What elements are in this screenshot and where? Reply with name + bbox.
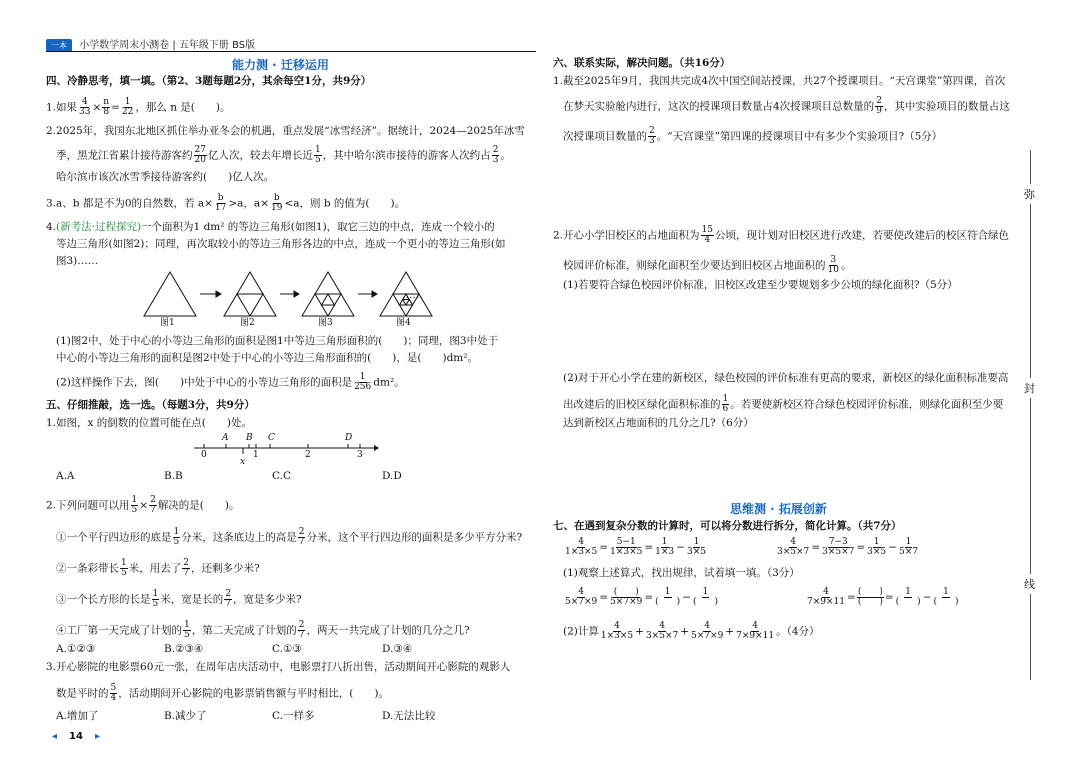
q7-option-d[interactable]: D.无法比较 — [382, 710, 436, 722]
question-4-4-part1-line1: (1)图2中，处于中心的小等边三角形的面积是图1中等边三角形面积的( )；同理，图3中处于 — [56, 335, 499, 347]
q7-option-a[interactable]: A.增加了 — [56, 710, 99, 722]
figure-2-label: 图2 — [240, 318, 255, 328]
binding-line — [1030, 150, 1031, 680]
q1-post: ，那么 n 是( )。 — [135, 101, 231, 114]
point-a-label: A — [222, 433, 229, 443]
q5-option-d[interactable]: D.D — [382, 470, 402, 482]
side-char-2: 封 — [1024, 378, 1035, 398]
question-4-3: 3.a、b 都是不为0的自然数，若 a× $\frac{b}{17}$ >a，a× $\frac{b}{19}$ <a，则 b 的值为( )。 — [46, 193, 406, 213]
question-4-2-line3: 哈尔滨市该次冰雪季接待游客约( )亿人次。 — [56, 171, 275, 183]
question-4-2-line2: 季，黑龙江省累计接待游客约 $\frac{27}{20}$ 亿人次，较去年增长近 $\frac{1}{5}$ ，其中哈尔滨市接待的游客人次约占 $\frac{2}{3}$ 。 — [56, 145, 511, 165]
r1-line3: 次授课项目数量的 $\frac{2}{3}$ 。“天宫课堂”第四课的授课项目中有多少个实验项目?（5分） — [563, 126, 943, 146]
point-b-label: B — [246, 433, 253, 443]
q6-statement-3: ③一个长方形的长是 $\frac{1}{5}$ 米，宽是长的 $\frac{2}{7}$ ，宽是多少米? — [56, 589, 302, 609]
tick-3: 3 — [357, 450, 363, 460]
point-c-label: C — [268, 433, 275, 443]
q6-option-b[interactable]: B.②③④ — [164, 643, 204, 655]
arrow-3 — [358, 291, 377, 297]
q1-frac-1: $\frac{4}{33}$ — [79, 97, 91, 117]
r2-part2-line2: 出改建后的旧校区绿化面积标准的 $\frac{1}{6}$ 。若要使新校区符合绿色校园评价标准，则绿化面积至少要 — [563, 394, 1004, 414]
q1-frac-2: $\frac{n}{8}$ — [103, 97, 110, 117]
question-4-4-line3: 图3)…… — [56, 255, 99, 267]
q6-statement-2: ②一条彩带长 $\frac{1}{5}$ 米，用去了 $\frac{2}{7}$ ，还剩多少米? — [56, 558, 260, 578]
figure-2 — [224, 272, 276, 316]
r2-part2-line3: 达到新校区占地面积的几分之几?（6分） — [563, 417, 754, 429]
example-2: $\frac{4}{3\times 5\times 7}$ = $\frac{7-3}{3\times 5\times 7}$ = $\frac{1}{3\times 5}$ − $\frac{1}{5\times 7}$ — [777, 537, 918, 557]
figure-4-label: 图4 — [396, 318, 411, 328]
brand-logo: 一本 — [46, 39, 72, 52]
figure-3 — [302, 272, 354, 316]
section-4-title: 四、冷静思考，填一填。（第2、3题每题2分，其余每空1分，共9分） — [46, 75, 372, 87]
arrow-2 — [280, 291, 299, 297]
prev-page-icon: ◂ — [52, 731, 58, 742]
q7-option-b[interactable]: B.减少了 — [164, 710, 207, 722]
side-char-3: 线 — [1024, 574, 1035, 594]
tick-1: 1 — [253, 450, 259, 460]
s7-part2: (2)计算 $\frac{4}{1\times 3\times 5}$ + $\frac{4}{3\times 5\times 7}$ + $\frac{4}{5\times 7\times 9}$ + $\frac{4}{7\times 9\times 11}$ 。（4分） — [563, 621, 820, 641]
q6-option-c[interactable]: C.①③ — [272, 643, 302, 655]
q1-pre: 1.如果 — [46, 101, 78, 114]
q1-frac-3: $\frac{1}{22}$ — [121, 97, 134, 117]
s7-part1: (1)观察上述算式，找出规律，试着填一填。（3分） — [563, 567, 800, 579]
question-4-4-line2: 等边三角形(如图2)；同理，再次取较小的等边三角形各边的中点，连成一个更小的等边三角形(如 — [56, 238, 506, 250]
question-5-1: 1.如图，x 的倒数的位置可能在点( )处。 — [46, 417, 252, 429]
q5-option-c[interactable]: C.C — [272, 470, 292, 482]
r2-line1: 2.开心小学旧校区的占地面积为 $\frac{15}{4}$ 公顷，现计划对旧校区进行改建，若要使改建后的校区符合绿色 — [553, 225, 1009, 245]
figure-1 — [144, 272, 196, 316]
header-title: 小学数学周末小测卷 — [79, 40, 170, 51]
page-num: 14 — [69, 731, 83, 742]
next-page-icon: ▸ — [94, 731, 100, 742]
q6-statement-4: ④工厂第一天完成了计划的 $\frac{1}{5}$ ，第二天完成了计划的 $\frac{2}{7}$ ，两天一共完成了计划的几分之几? — [56, 620, 470, 640]
arrow-1 — [200, 291, 221, 297]
r2-line2: 校园评价标准，则绿化面积至少要达到旧校区占地面积的 $\frac{3}{10}$ 。 — [563, 255, 852, 275]
r1-line1: 1.截至2025年9月，我国共完成4次中国空间站授课，共27个授课项目。“天宫课堂”第四课，首次 — [553, 75, 1006, 87]
r2-part2-line1: (2)对于开心小学在建的新校区，绿色校园的评价标准有更高的要求，新校区的绿化面积标准要高 — [563, 372, 1009, 384]
header-edition: 五年级下册 BS版 — [178, 40, 256, 51]
page-header: 一本 小学数学周末小测卷 | 五年级下册 BS版 — [46, 36, 255, 52]
question-5-2: 2.下列问题可以用 $\frac{1}{5}$ × $\frac{2}{7}$ 解决的是( )。 — [46, 495, 240, 515]
fill-1[interactable]: $\frac{4}{5\times 7\times 9}$ = $\frac{( )}{5\times 7\times 9}$ = $\frac{1}{( )}$ − $\frac{1}{( )}$ — [565, 587, 719, 607]
side-char-1: 弥 — [1024, 184, 1035, 204]
section-7-title: 七、在遇到复杂分数的计算时，可以将分数进行拆分，简化计算。（共7分） — [553, 520, 902, 532]
r1-line2: 在梦天实验舱内进行，这次的授课项目数量占4次授课项目总数量的 $\frac{2}{9}$ ，其中实验项目的数量占这 — [563, 96, 1010, 116]
question-tag: (新考法·过程探究) — [56, 221, 142, 233]
question-4-4-part2: (2)这样操作下去，图( )中处于中心的小等边三角形的面积是 $\frac{1}{256}$ dm²。 — [56, 372, 405, 392]
point-d-label: D — [345, 433, 353, 443]
page-number — [46, 731, 106, 742]
q5-option-b[interactable]: B.B — [164, 470, 183, 482]
figure-1-label: 图1 — [160, 318, 175, 328]
section-banner-thinking: 思维测 · 拓展创新 — [730, 502, 827, 516]
question-4-1: 1.如果 $\frac{4}{33}$ × $\frac{n}{8}$ = $\frac{1}{22}$ ，那么 n 是( )。 — [46, 97, 231, 117]
r2-part1: (1)若要符合绿色校园评价标准，旧校区改建至少要规划多少公顷的绿化面积?（5分） — [563, 279, 958, 291]
question-5-3-line2: 数是平时的 $\frac{5}{4}$ ，活动期间开心影院的电影票销售额与平时相比，( )。 — [56, 683, 389, 703]
tick-0: 0 — [201, 450, 207, 460]
q5-option-a[interactable]: A.A — [56, 470, 75, 482]
triangle-figures — [140, 268, 440, 330]
point-x-label: x — [240, 457, 246, 467]
question-4-4-line1: 4.(新考法·过程探究)一个面积为1 dm² 的等边三角形(如图1)，取它三边的中点，连成一个较小的 — [46, 221, 495, 233]
fill-2[interactable]: $\frac{4}{7\times 9\times 11}$ = $\frac{( )}{( )}$ = $\frac{1}{( )}$ − $\frac{1}{( )}$ — [807, 587, 959, 607]
q6-option-d[interactable]: D.③④ — [382, 643, 413, 655]
tick-2: 2 — [305, 450, 311, 460]
question-4-2-line1: 2.2025年，我国东北地区抓住举办亚冬会的机遇，重点发展“冰雪经济”。据统计，2024—2025年冰雪 — [46, 125, 525, 137]
header-rule — [46, 51, 536, 52]
q6-option-a[interactable]: A.①②③ — [56, 643, 96, 655]
section-5-title: 五、仔细推敲，选一选。（每题3分，共9分） — [46, 399, 255, 411]
figure-ellipsis: …… — [402, 289, 423, 301]
example-1: $\frac{4}{1\times 3\times 5}$ = $\frac{5-1}{1\times 3\times 5}$ = $\frac{1}{1\times 3}$ − $\frac{1}{3\times 5}$ — [565, 537, 706, 557]
q6-statement-1: ①一个平行四边形的底是 $\frac{1}{5}$ 分米，这条底边上的高是 $\frac{2}{7}$ 分米，这个平行四边形的面积是多少平方分米? — [56, 527, 523, 547]
question-5-3-line1: 3.开心影院的电影票60元一张，在周年店庆活动中，电影票打八折出售，活动期间开心影院的观影人 — [46, 661, 511, 673]
figure-3-label: 图3 — [318, 318, 333, 328]
section-6-title: 六、联系实际，解决问题。（共16分） — [553, 57, 731, 69]
question-4-4-part1-line2: 中心的小等边三角形的面积是图2中处于中心的小等边三角形面积的( )，是( )dm²。 — [56, 352, 478, 364]
q7-option-c[interactable]: C.一样多 — [272, 710, 315, 722]
section-banner-ability: 能力测 · 迁移运用 — [232, 58, 329, 72]
